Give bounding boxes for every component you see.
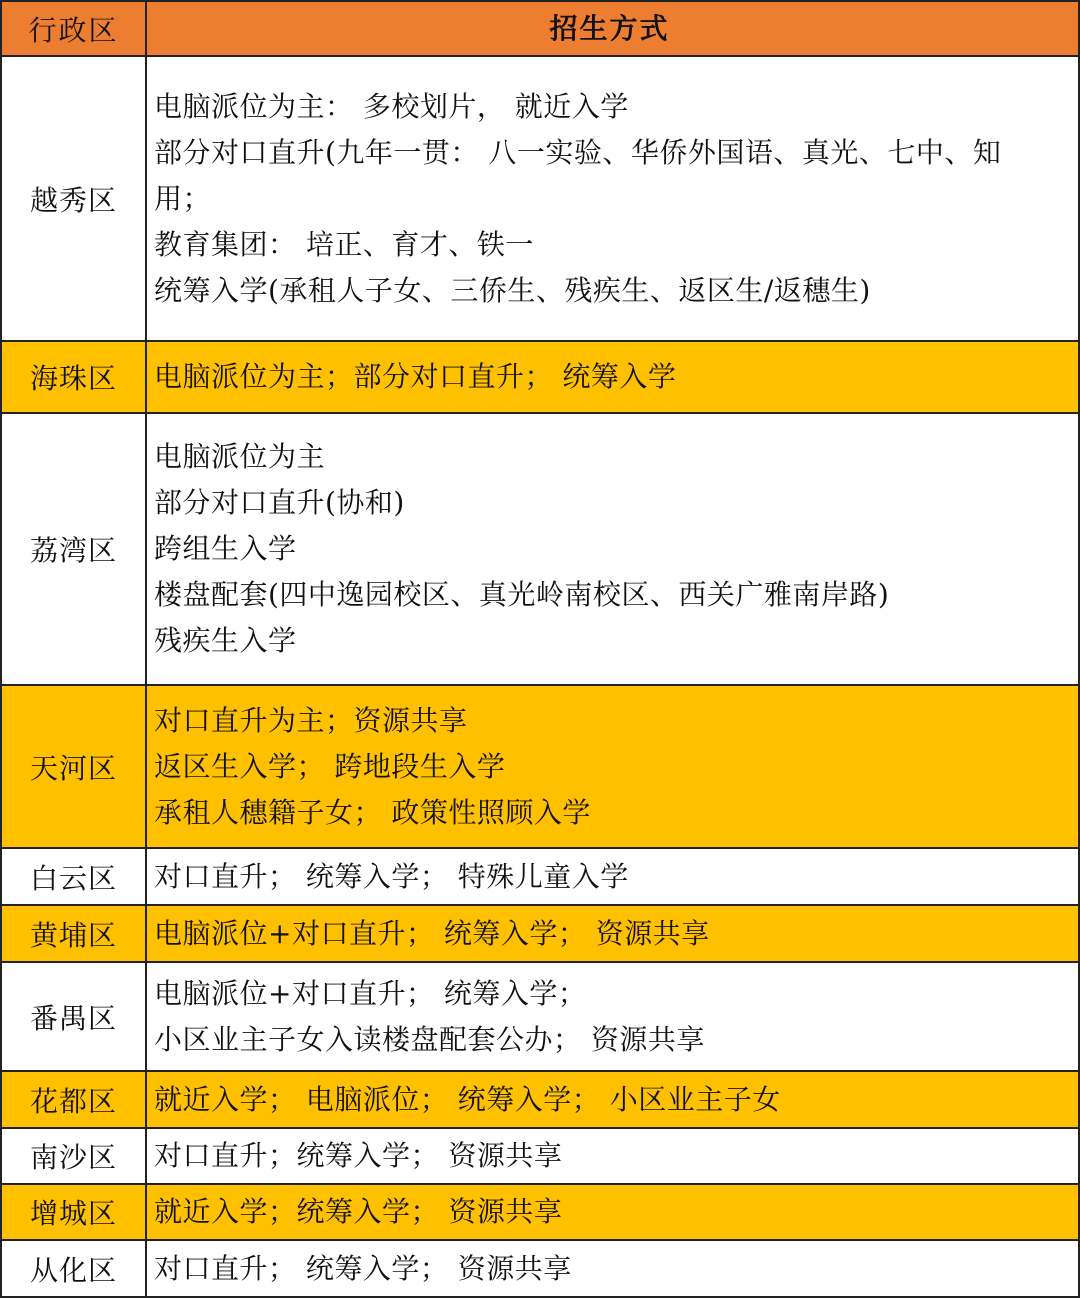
table-row	[0, 414, 1080, 686]
table-row	[0, 686, 1080, 849]
method-cell	[147, 1129, 1080, 1183]
method-line: 电脑派位+对口直升； 统筹入学； 资源共享	[154, 916, 710, 950]
table-row	[0, 342, 1080, 414]
table-row	[0, 906, 1080, 963]
method-line: 残疾生入学	[154, 624, 297, 657]
district-name: 海珠区	[0, 342, 147, 412]
method-line: 电脑派位+对口直升； 统筹入学；	[154, 976, 587, 1010]
district-name: 增城区	[0, 1185, 147, 1239]
method-line: 对口直升； 统筹入学； 资源共享	[154, 1251, 572, 1285]
district-name: 从化区	[0, 1241, 147, 1296]
method-line: 就近入学；统筹入学； 资源共享	[154, 1195, 563, 1228]
method-cell	[147, 963, 1080, 1070]
method-cell	[147, 849, 1080, 904]
method-line: 小区业主子女入读楼盘配套公办； 资源共享	[154, 1022, 705, 1056]
method-cell	[147, 1185, 1080, 1239]
method-line: 部分对口直升(协和)	[154, 486, 405, 519]
district-name: 越秀区	[0, 57, 147, 340]
method-line: 对口直升；统筹入学； 资源共享	[154, 1139, 563, 1172]
method-cell	[147, 57, 1080, 340]
table-row	[0, 849, 1080, 906]
district-name: 天河区	[0, 686, 147, 847]
district-name: 花都区	[0, 1072, 147, 1127]
table-row	[0, 1241, 1080, 1298]
table-row	[0, 1185, 1080, 1241]
method-cell	[147, 1241, 1080, 1296]
table-row	[0, 1129, 1080, 1185]
method-line: 就近入学； 电脑派位； 统筹入学； 小区业主子女	[154, 1082, 781, 1116]
table-header	[0, 0, 1080, 57]
district-name: 番禺区	[0, 963, 147, 1070]
method-line: 返区生入学； 跨地段生入学	[154, 749, 506, 783]
method-line: 承租人穗籍子女； 政策性照顾入学	[154, 795, 591, 829]
method-cell	[147, 686, 1080, 847]
method-line: 对口直升； 统筹入学； 特殊儿童入学	[154, 859, 629, 893]
method-line: 对口直升为主；资源共享	[154, 703, 468, 737]
method-cell	[147, 414, 1080, 684]
method-line: 电脑派位为主： 多校划片， 就近入学	[154, 89, 629, 123]
district-name: 南沙区	[0, 1129, 147, 1183]
method-line: 统筹入学(承租人子女、三侨生、残疾生、返区生/返穗生)	[154, 273, 871, 307]
method-cell	[147, 906, 1080, 961]
method-line: 教育集团： 培正、育才、铁一	[154, 227, 534, 261]
method-line: 跨组生入学	[154, 532, 297, 565]
district-name: 荔湾区	[0, 414, 147, 684]
method-line: 电脑派位为主	[154, 440, 326, 473]
header-method: 招生方式	[147, 2, 1080, 55]
district-name: 黄埔区	[0, 906, 147, 961]
method-line: 部分对口直升(九年一贯： 八一实验、华侨外国语、真光、七中、知	[154, 135, 1002, 169]
method-line: 楼盘配套(四中逸园校区、真光岭南校区、西关广雅南岸路)	[154, 578, 890, 611]
table-row	[0, 1072, 1080, 1129]
table-row	[0, 57, 1080, 342]
method-line: 用；	[154, 181, 212, 215]
table-row	[0, 963, 1080, 1072]
method-cell	[147, 1072, 1080, 1127]
district-name: 白云区	[0, 849, 147, 904]
header-district: 行政区	[0, 2, 147, 55]
method-line: 电脑派位为主；部分对口直升； 统筹入学	[154, 360, 677, 393]
method-cell	[147, 342, 1080, 412]
